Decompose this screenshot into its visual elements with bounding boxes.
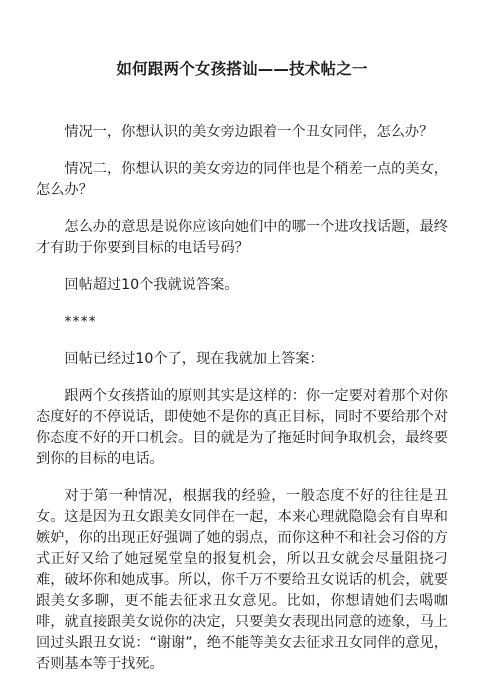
paragraph-reply-condition: 回帖超过10个我就说答案。 (64, 277, 239, 293)
paragraph-separator: **** (64, 314, 97, 330)
paragraph-situation-one: 情况一，你想认识的美女旁边跟着一个丑女同伴，怎么办？ (64, 124, 434, 140)
paragraph-question: 怎么办的意思是说你应该向她们中的哪一个进攻找话题，最终才有助于你要到目标的电话号码？ (36, 219, 448, 256)
document-title: 如何跟两个女孩搭讪——技术帖之一 (116, 60, 368, 78)
paragraph-answer-intro: 回帖已经过10个了，现在我就加上答案： (64, 351, 324, 367)
paragraph-situation-two: 情况二，你想认识的美女旁边的同伴也是个稍差一点的美女，怎么办？ (36, 161, 448, 198)
paragraph-principle: 跟两个女孩搭讪的原则其实是这样的：你一定要对着那个对你态度好的不停说话，即使她不是你的真正目标，同时不要给那个对你态度不好的开口机会。目的就是为了拖延时间争取机会，最终要到你的目标的电话。 (36, 388, 448, 467)
paragraph-case-one: 对于第一种情况，根据我的经验，一般态度不好的往往是丑女。这是因为丑女跟美女同伴在一起，本来心理就隐隐会有自卑和嫉妒，你的出现正好强调了她的弱点，而你这种不和社会习俗的方式正好又给了她冠冕堂皇的报复机会，所以丑女就会尽量阻挠刁难，破坏你和她成事。所以，你千万不要给丑女说话的机会，就要跟美女多聊，更不能去征求丑女意见。比如，你想请她们去喝咖啡，就直接跟美女说你的决定，只要美女表现出同意的迹象，马上回过头跟丑女说：“谢谢”，绝不能等美女去征求丑女同伴的意见，否则基本等于找死。 (36, 488, 448, 672)
